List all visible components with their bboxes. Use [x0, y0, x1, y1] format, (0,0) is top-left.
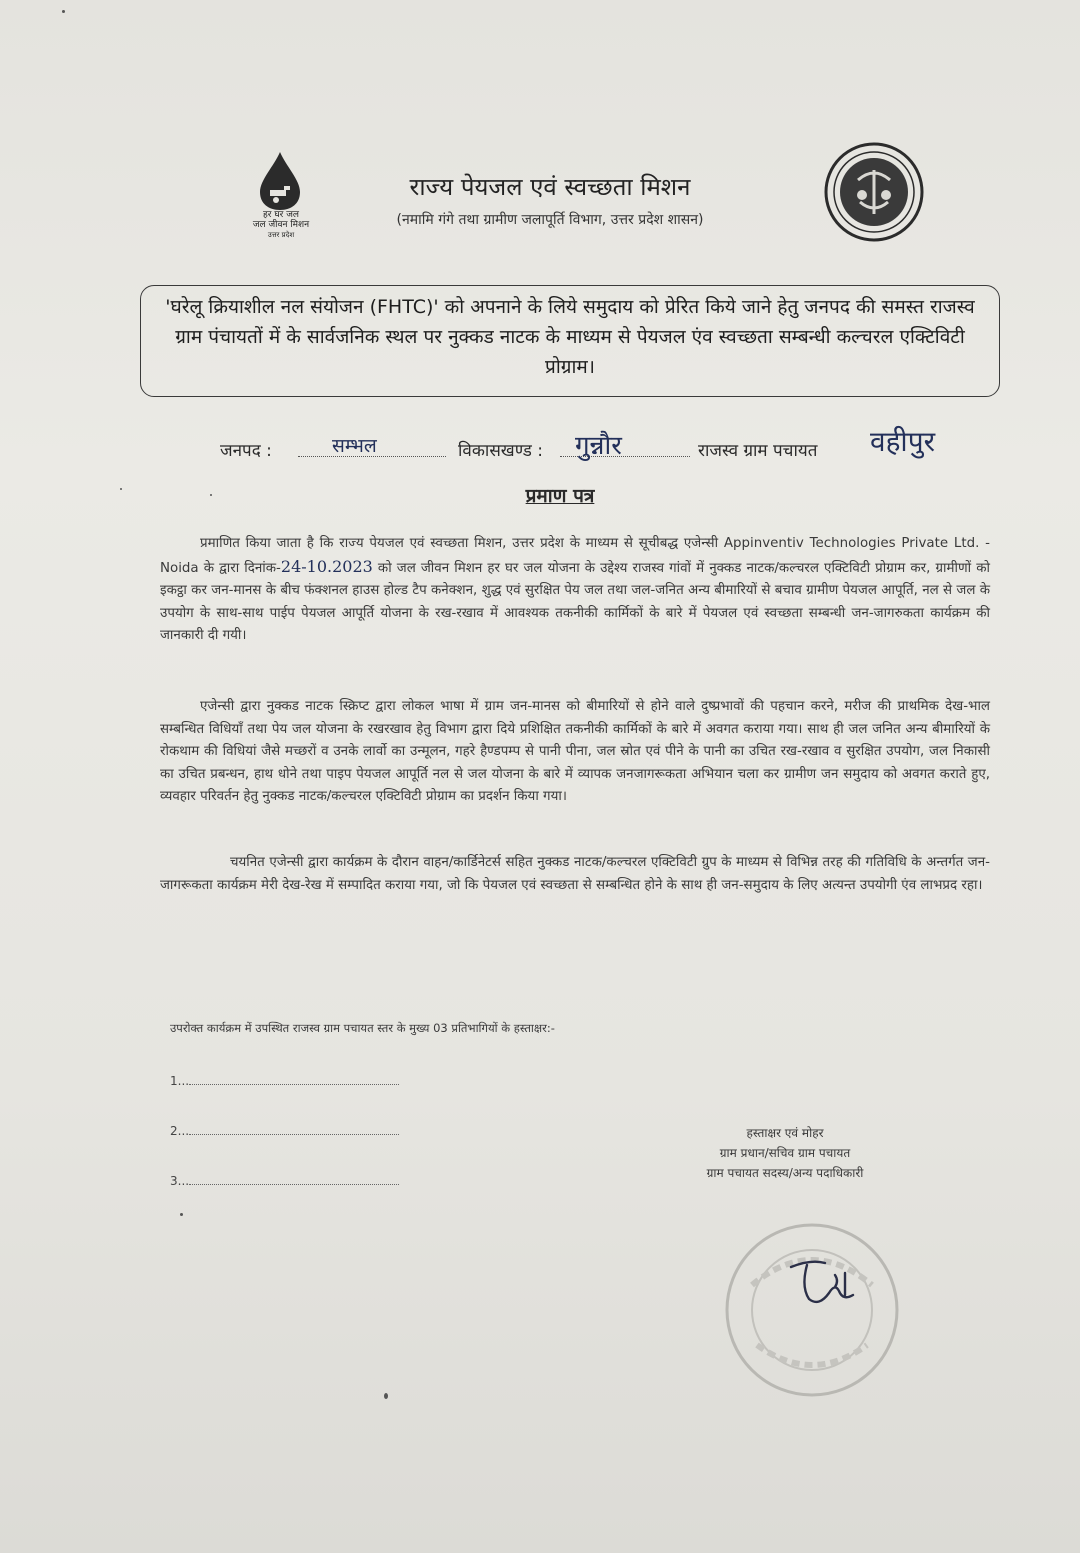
block-value: गुन्नौर [575, 431, 622, 461]
authority-line-1: ग्राम प्रधान/सचिव ग्राम पचायत [719, 1146, 851, 1160]
mission-title: राज्य पेयजल एवं स्वच्छता मिशन [409, 173, 691, 201]
panchayat-value: वहीपुर [870, 425, 936, 458]
water-drop-icon [256, 150, 304, 212]
up-government-emblem [822, 140, 927, 245]
signature-line-number: 1... [170, 1074, 190, 1088]
panchayat-label: राजस्व ग्राम पचायत [698, 441, 818, 461]
paragraph-3: चयनित एजेन्सी द्वारा कार्यक्रम के दौरान वाहन/कार्डिनेटर्स सहित नुक्कड नाटक/कल्चरल एक्टिविटी ग्रुप के माध्यम से विभिन्न तरह की गतिविधि के अन्तर्गत जन-जागरूकता कार्यक्रम मेरी देख-रेख में सम्पादित कराया गया, जो कि पेयजल एवं स्वच्छता से सम्बन्धित होने के साथ ही जन-समुदाय के लिए अत्यन्त उपयोगी एंव लाभप्रद रहा। [160, 855, 990, 893]
participant-signature-line-2 [170, 1124, 400, 1138]
district-value: सम्भल [332, 435, 377, 457]
paragraph-1 [160, 533, 990, 648]
handwritten-signature [785, 1255, 865, 1315]
authority-line-2: ग्राम पचायत सदस्य/अन्य पदाधिकारी [706, 1166, 864, 1180]
location-fields [220, 425, 1000, 468]
program-title: 'घरेलू क्रियाशील नल संयोजन (FHTC)' को अपनाने के लिये समुदाय को प्रेरित किये जाने हेतु जनपद की समस्त राजस्व ग्राम पंचायतों में के सार्वजनिक स्थल पर नुक्कड नाटक के माध्यम से पेयजल एंव स्वच्छता सम्बन्धी कल्चरल एक्टिविटी प्रोग्राम। [165, 296, 975, 378]
speck [120, 488, 122, 490]
block-label: विकासखण्ड : [458, 441, 544, 461]
participant-signature-line-3 [170, 1174, 400, 1188]
paragraph-1-text-a: प्रमाणित किया जाता है कि राज्य पेयजल एवं स्वच्छता मिशन, उत्तर प्रदेश के माध्यम से सूचीबद्ध एजेन्सी Appinventiv Technologies Private Ltd. - Noida के द्वारा दिनांक- [160, 536, 990, 576]
speck [384, 1393, 388, 1399]
speck [180, 1213, 183, 1216]
signatures-intro: उपरोक्त कार्यक्रम में उपस्थित राजस्व ग्राम पचायत स्तर के मुख्य 03 प्रतिभागियों के हस्ताक्षर:- [170, 1021, 555, 1035]
logo-caption-line: उत्तर प्रदेश [267, 231, 295, 239]
logo-caption-line: हर घर जल [263, 210, 299, 220]
signature-line-number: 3... [170, 1174, 190, 1188]
paragraph-2: एजेन्सी द्वारा नुक्कड नाटक स्क्रिप्ट द्वारा लोकल भाषा में ग्राम जन-मानस को बीमारियों से होने वाले दुष्प्रभावों की पहचान करने, मरीज की प्राथमिक देख-भाल सम्बन्धित विधियाँ तथा पेय जल योजना के रखरखाव हेतु विभाग द्वारा दिये प्रशिक्षित तकनीकी कार्मिकों के बारे में अवगत कराया गया। साथ ही जल जनित अन्य बीमारियों के रोकथाम की विधियां जैसे मच्छरों व उनके लार्वो का उन्मूलन, गहरे हैण्डपम्प से पानी पीना, जल स्रोत एवं पीने के पानी का उचित रख-रखाव व सुरक्षित उपयोग, जल निकासी का उचित प्रबन्धन, हाथ धोने तथा पाइप पेयजल आपूर्ति नल से जल योजना के बारे में व्यापक जनजागरूकता अभियान चला कर ग्रामीण जन समुदाय को अवगत कराते हुए, व्यवहार परिवर्तन हेतु नुक्कड नाटक/कल्चरल एक्टिविटी प्रोग्राम का प्रदर्शन किया गया। [160, 699, 990, 804]
speck [210, 494, 212, 496]
program-date: 24-10.2023 [280, 556, 373, 576]
authority-block [675, 1123, 895, 1183]
signature-line-number: 2... [170, 1124, 190, 1138]
authority-title: हस्ताक्षर एवं मोहर [746, 1126, 824, 1140]
paragraph-1-text-b: को जल जीवन मिशन हर घर जल योजना के उद्देश्य राजस्व गांवों में नुक्कड नाटक/कल्चरल एक्टिविटी प्रोग्राम कर, ग्रामीणों को इकट्ठा कर जन-मानस के बीच फंक्शनल हाउस होल्ड टैप कनेक्शन, शुद्ध एवं सुरक्षित पेय जल तथा जल-जनित अन्य बीमारियों से बचाव ग्रामीण पेयजल आपूर्ति, नल से जल के उपयोग के साथ-साथ पाईप पेयजल आपूर्ति योजना के रख-रखाव में आवश्यक तकनीकी कार्मिकों के बारे में पेयजल एवं स्वच्छता सम्बन्धी जन-जागरुकता कार्यक्रम की जानकारी दी गयी। [160, 560, 990, 643]
speck [62, 10, 65, 13]
participant-signature-line-1 [170, 1074, 400, 1088]
certificate-title: प्रमाण पत्र [525, 485, 595, 507]
district-label: जनपद : [220, 441, 272, 461]
mission-subtitle: (नमामि गंगे तथा ग्रामीण जलापूर्ति विभाग, उत्तर प्रदेश शासन) [396, 212, 704, 228]
logo-caption-line: जल जीवन मिशन [252, 220, 310, 230]
